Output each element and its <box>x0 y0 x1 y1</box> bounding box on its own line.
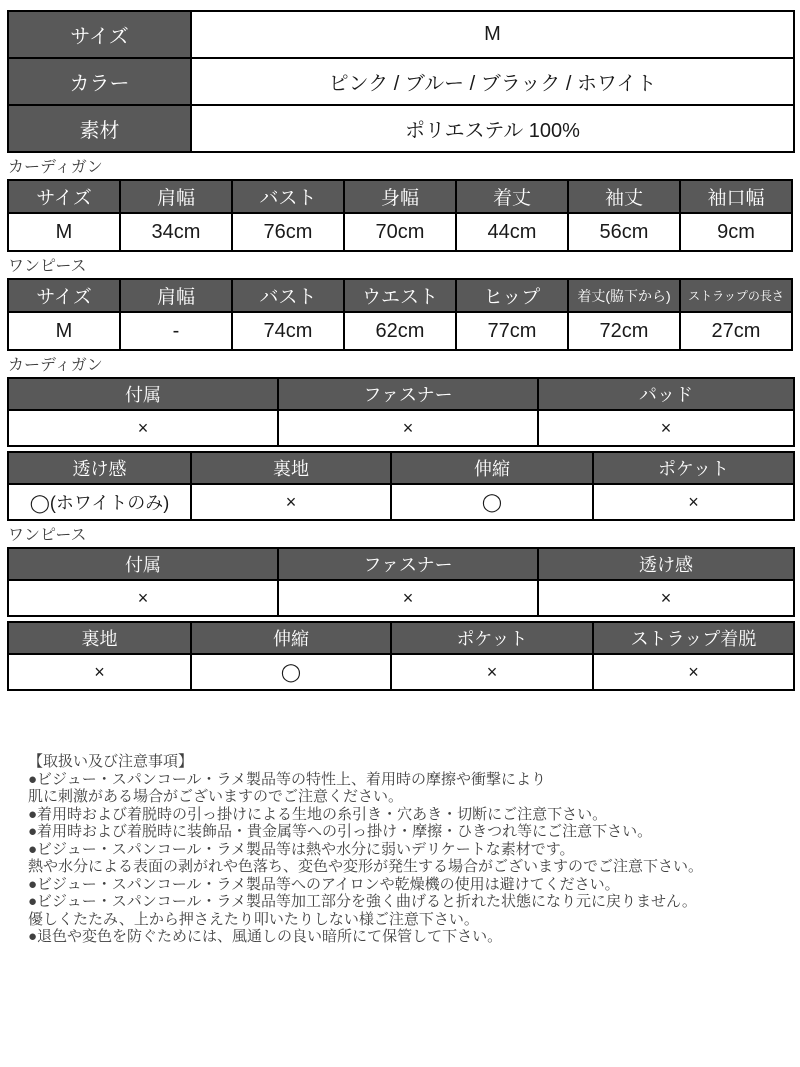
table-row <box>8 11 794 58</box>
table-row <box>8 654 794 690</box>
onepiece-size-table <box>7 278 793 351</box>
col-header: サイズ <box>8 279 120 312</box>
spec-material-label: 素材 <box>8 105 191 152</box>
care-notes-title: 【取扱い及び注意事項】 <box>28 753 194 770</box>
col-header: 袖口幅 <box>680 180 792 213</box>
table-row <box>8 105 794 152</box>
feature-header: 伸縮 <box>191 622 391 654</box>
feature-value: × <box>538 410 794 446</box>
measurement-cell: 27cm <box>680 312 792 350</box>
care-note-line: ●退色や変色を防ぐためには、風通しの良い暗所にて保管して下さい。 <box>28 928 503 945</box>
feature-value: × <box>278 410 538 446</box>
spec-color-value: ピンク / ブルー / ブラック / ホワイト <box>191 58 794 105</box>
table-row <box>8 312 792 350</box>
feature-value: × <box>593 654 794 690</box>
onepiece-features-table-1 <box>7 547 795 617</box>
feature-header: 裏地 <box>8 622 191 654</box>
table-header-row <box>8 378 794 410</box>
measurement-cell: 72cm <box>568 312 680 350</box>
table-header-row <box>8 452 794 484</box>
care-note-line: ●ビジュー・スパンコール・ラメ製品等へのアイロンや乾燥機の使用は避けてください。 <box>28 875 620 893</box>
table-row <box>8 580 794 616</box>
col-header: 身幅 <box>344 180 456 213</box>
col-header: 肩幅 <box>120 180 232 213</box>
spec-table <box>7 10 795 153</box>
feature-header: 付属 <box>8 548 278 580</box>
feature-header: 透け感 <box>8 452 191 484</box>
measurement-cell: 62cm <box>344 312 456 350</box>
feature-value: × <box>8 580 278 616</box>
table-row <box>8 484 794 520</box>
feature-header: ポケット <box>391 622 593 654</box>
measurement-cell: M <box>8 213 120 251</box>
care-note-line: ●ビジュー・スパンコール・ラメ製品等加工部分を強く曲げると折れた状態になり元に戻りません。 <box>28 893 697 910</box>
cardigan-features-table-1 <box>7 377 795 447</box>
table-row <box>8 58 794 105</box>
col-header: ヒップ <box>456 279 568 312</box>
care-note-line: 熱や水分による表面の剥がれや色落ち、変色や変形が発生する場合がございますのでご注意下さい。 <box>28 858 704 875</box>
feature-value: × <box>8 654 191 690</box>
cardigan-features-table-2 <box>7 451 795 521</box>
care-note-line: 肌に刺激がある場合がございますのでご注意ください。 <box>28 788 404 805</box>
spec-color-label: カラー <box>8 58 191 105</box>
care-note-line: ●ビジュー・スパンコール・ラメ製品等は熱や水分に弱いデリケートな素材です。 <box>28 840 575 858</box>
measurement-cell: 34cm <box>120 213 232 251</box>
table-row <box>8 213 792 251</box>
care-note-line: 優しくたたみ、上から押さえたり叩いたりしない様ご注意下さい。 <box>28 910 479 928</box>
col-header: ウエスト <box>344 279 456 312</box>
col-header: サイズ <box>8 180 120 213</box>
col-header: バスト <box>232 180 344 213</box>
feature-header: ストラップ着脱 <box>593 622 794 654</box>
table-header-row <box>8 622 794 654</box>
feature-header: 付属 <box>8 378 278 410</box>
feature-value: ◯ <box>391 484 593 520</box>
col-header: バスト <box>232 279 344 312</box>
table-row <box>8 410 794 446</box>
feature-value: × <box>538 580 794 616</box>
feature-value: × <box>8 410 278 446</box>
section-label-onepiece-size: ワンピース <box>8 258 87 275</box>
feature-header: ファスナー <box>278 378 538 410</box>
measurement-cell: 44cm <box>456 213 568 251</box>
measurement-cell: 74cm <box>232 312 344 350</box>
measurement-cell: 56cm <box>568 213 680 251</box>
col-header: 袖丈 <box>568 180 680 213</box>
measurement-cell: 77cm <box>456 312 568 350</box>
feature-value: × <box>593 484 794 520</box>
measurement-cell: 76cm <box>232 213 344 251</box>
col-header: 着丈 <box>456 180 568 213</box>
measurement-cell: 70cm <box>344 213 456 251</box>
table-header-row <box>8 180 792 213</box>
table-header-row <box>8 548 794 580</box>
feature-header: 透け感 <box>538 548 794 580</box>
cardigan-size-table <box>7 179 793 252</box>
measurement-cell: - <box>120 312 232 350</box>
care-note-line: ●着用時および着脱時の引っ掛けによる生地の糸引き・穴あき・切断にご注意下さい。 <box>28 805 608 823</box>
col-header: 肩幅 <box>120 279 232 312</box>
section-label-cardigan-size: カーディガン <box>8 159 103 176</box>
feature-value: × <box>278 580 538 616</box>
spec-size-value: M <box>191 11 794 58</box>
spec-size-label: サイズ <box>8 11 191 58</box>
feature-value: × <box>191 484 391 520</box>
feature-header: 裏地 <box>191 452 391 484</box>
feature-value: ◯ <box>191 654 391 690</box>
spec-material-value: ポリエステル 100% <box>191 105 794 152</box>
care-notes <box>28 753 793 946</box>
feature-value: × <box>391 654 593 690</box>
measurement-cell: 9cm <box>680 213 792 251</box>
feature-value: ◯(ホワイトのみ) <box>8 484 191 520</box>
feature-header: パッド <box>538 378 794 410</box>
section-label-cardigan-features: カーディガン <box>8 357 103 374</box>
measurement-cell: M <box>8 312 120 350</box>
section-label-onepiece-features: ワンピース <box>8 527 87 544</box>
feature-header: ファスナー <box>278 548 538 580</box>
onepiece-features-table-2 <box>7 621 795 691</box>
col-header: ストラップの長さ <box>680 279 792 312</box>
feature-header: ポケット <box>593 452 794 484</box>
col-header: 着丈(脇下から) <box>568 279 680 312</box>
care-note-line: ●着用時および着脱時に装飾品・貴金属等への引っ掛け・摩擦・ひきつれ等にご注意下さい。 <box>28 823 653 840</box>
table-header-row <box>8 279 792 312</box>
care-note-line: ●ビジュー・スパンコール・ラメ製品等の特性上、着用時の摩擦や衝撃により <box>28 770 547 788</box>
feature-header: 伸縮 <box>391 452 593 484</box>
